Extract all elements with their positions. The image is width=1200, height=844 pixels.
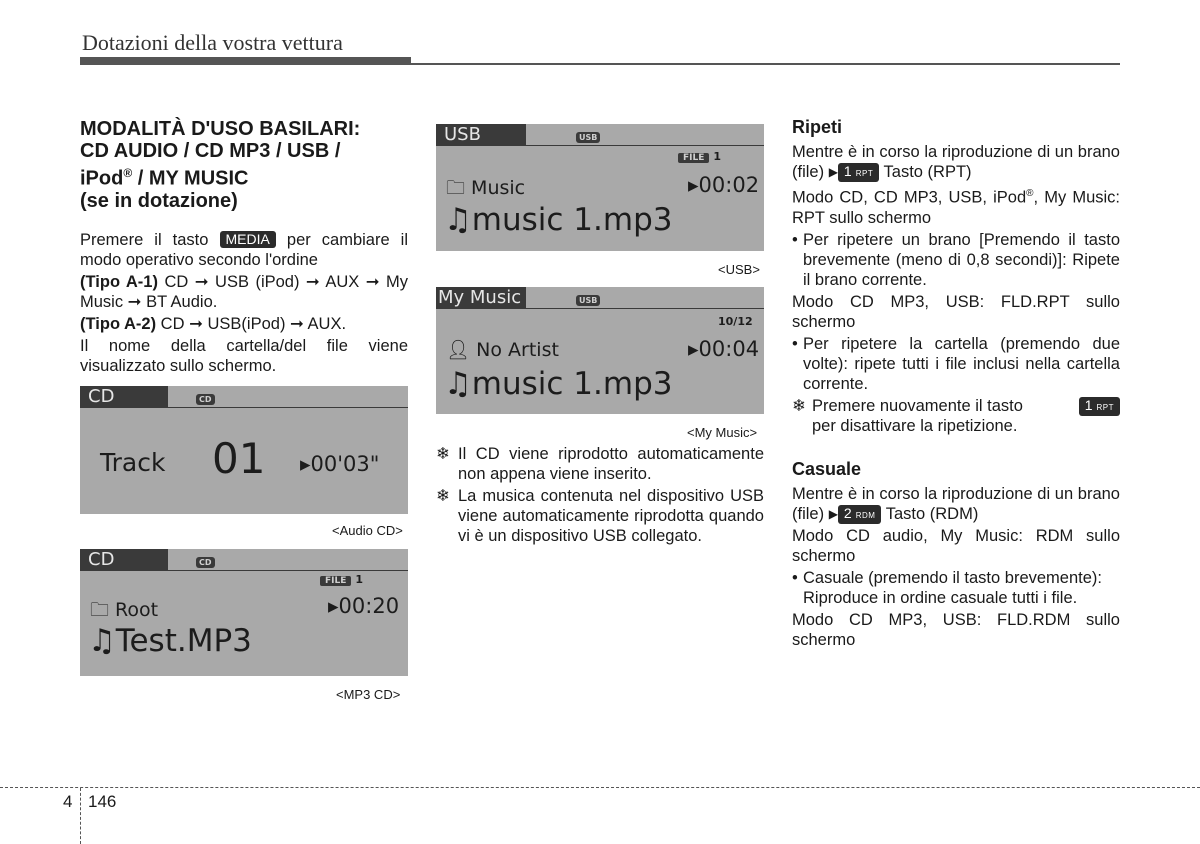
casuale-mode-2: Modo CD MP3, USB: FLD.RDM sullo schermo bbox=[792, 610, 1120, 649]
music-note-icon: ♫ bbox=[88, 623, 116, 659]
music-note-icon: ♫ bbox=[444, 366, 472, 402]
cd-badge-icon: CD bbox=[196, 557, 215, 568]
cd-badge-icon: CD bbox=[196, 394, 215, 405]
folder-row: 🗀 Root bbox=[90, 599, 159, 621]
audio-cd-caption: <Audio CD> bbox=[332, 523, 403, 538]
casuale-intro: Mentre è in corso la riproduzione di un brano (file) ▶ 2 RDM Tasto (RDM) bbox=[792, 484, 1120, 523]
usb-badge-icon: USB bbox=[576, 295, 600, 306]
folder-row: 🗀 Music bbox=[446, 177, 526, 199]
list-item: • Casuale (premendo il tasto brevemente): Riproduce in ordine casuale tutti i file. bbox=[792, 568, 1120, 608]
column-middle-notes bbox=[436, 444, 764, 548]
ripeti-heading: Ripeti bbox=[792, 117, 843, 137]
play-icon: ▶ bbox=[828, 165, 838, 179]
mp3-cd-screen bbox=[80, 549, 408, 676]
note-usb-autoplay: ❄ La musica contenuta nel dispositivo USB viene automaticamente riprodotta quando vi è un dispositivo USB collegato. bbox=[436, 487, 764, 545]
note-cd-autoplay: ❄ Il CD viene riprodotto automaticamente non appena viene inserito. bbox=[436, 445, 764, 483]
music-note-icon: ♫ bbox=[444, 202, 472, 238]
song-row: ♫music 1.mp3 bbox=[444, 366, 673, 402]
casuale-mode-1: Modo CD audio, My Music: RDM sullo schermo bbox=[792, 526, 1120, 565]
rpt-button-icon: 1 RPT bbox=[838, 163, 879, 182]
tipo-a1-paragraph: (Tipo A-1) CD ➞ USB (iPod) ➞ AUX ➞ My Music ➞ BT Audio. bbox=[80, 272, 408, 311]
list-item: • Per ripetere un brano [Premendo il tasto brevemente (meno di 0,8 secondi)]: Ripete il brano corrente. bbox=[792, 230, 1120, 290]
file-indicator: FILE 1 bbox=[320, 573, 363, 586]
mp3-cd-caption: <MP3 CD> bbox=[336, 687, 401, 702]
play-time: ▸00:04 bbox=[688, 337, 760, 361]
ripeti-intro: Mentre è in corso la riproduzione di un brano (file) ▶ 1 RPT Tasto (RPT) bbox=[792, 143, 1120, 181]
screen-tab: USB bbox=[436, 124, 526, 146]
track-label: Track bbox=[100, 448, 166, 477]
footer-dashed-rule bbox=[0, 787, 1200, 788]
ripeti-note: ❄ Premere nuovamente il tasto 1 RPT per disattivare la ripetizione. bbox=[792, 396, 1120, 436]
section-heading: MODALITÀ D'USO BASILARI: CD AUDIO / CD MP3 / USB / iPod® / MY MUSIC (se in dotazione) bbox=[80, 118, 361, 212]
my-music-caption: <My Music> bbox=[687, 425, 758, 440]
artist-row: 👤︎ No Artist bbox=[446, 339, 559, 361]
page-number: 146 bbox=[88, 792, 117, 811]
play-time: ▸00:20 bbox=[328, 594, 400, 618]
header-bar bbox=[80, 57, 411, 65]
track-number: 01 bbox=[212, 434, 266, 483]
play-time: ▸00'03" bbox=[300, 452, 380, 476]
column-left bbox=[80, 118, 408, 378]
asterisk-icon: ❄ bbox=[436, 487, 450, 505]
rpt-button-icon: 1 RPT bbox=[1079, 397, 1120, 416]
rdm-button-icon: 2 RDM bbox=[838, 505, 882, 524]
footer-dashed-divider bbox=[80, 788, 81, 844]
screen-tab: My Music bbox=[436, 287, 526, 309]
screen-tab: CD bbox=[80, 386, 168, 408]
usb-badge-icon: USB bbox=[576, 132, 600, 143]
song-row: ♫music 1.mp3 bbox=[444, 202, 673, 238]
media-button-icon: MEDIA bbox=[220, 231, 276, 248]
usb-caption: <USB> bbox=[718, 262, 760, 277]
play-time: ▸00:02 bbox=[688, 173, 760, 197]
casuale-list bbox=[792, 568, 1120, 608]
file-indicator: FILE 1 bbox=[678, 150, 721, 163]
folder-icon: 🗀 bbox=[90, 599, 116, 621]
song-row: ♫Test.MP3 bbox=[88, 623, 252, 659]
folder-icon: 🗀 bbox=[446, 177, 472, 199]
screen-tab: CD bbox=[80, 549, 168, 571]
chapter-number: 4 bbox=[63, 792, 73, 811]
tipo-a2-paragraph: (Tipo A-2) CD ➞ USB(iPod) ➞ AUX. bbox=[80, 314, 347, 333]
list-item: • Per ripetere la cartella (premendo due volte): ripete tutti i file inclusi nella cartella corrente. bbox=[792, 334, 1120, 394]
page-header-title: Dotazioni della vostra vettura bbox=[82, 30, 343, 55]
ripeti-list-1 bbox=[792, 230, 1120, 290]
asterisk-icon: ❄ bbox=[436, 445, 450, 463]
header-rule bbox=[411, 63, 1120, 65]
casuale-heading: Casuale bbox=[792, 458, 862, 479]
ripeti-list-2 bbox=[792, 334, 1120, 394]
column-right bbox=[792, 116, 1120, 652]
filename-paragraph: Il nome della cartella/del file viene visualizzato sullo schermo. bbox=[80, 336, 408, 375]
person-icon: 👤︎ bbox=[446, 339, 477, 361]
asterisk-icon: ❄ bbox=[792, 396, 806, 415]
ripeti-mode-2: Modo CD MP3, USB: FLD.RPT sullo schermo bbox=[792, 292, 1120, 331]
usb-screen bbox=[436, 124, 764, 251]
my-music-screen bbox=[436, 287, 764, 414]
intro-paragraph: Premere il tasto MEDIA per cambiare il modo operativo secondo l'ordine bbox=[80, 230, 409, 269]
track-counter: 10/12 bbox=[718, 315, 753, 328]
audio-cd-screen bbox=[80, 386, 408, 514]
ripeti-mode-1: Modo CD, CD MP3, USB, iPod®, My Music: RPT sullo schermo bbox=[792, 188, 1120, 227]
play-icon: ▶ bbox=[828, 506, 838, 521]
